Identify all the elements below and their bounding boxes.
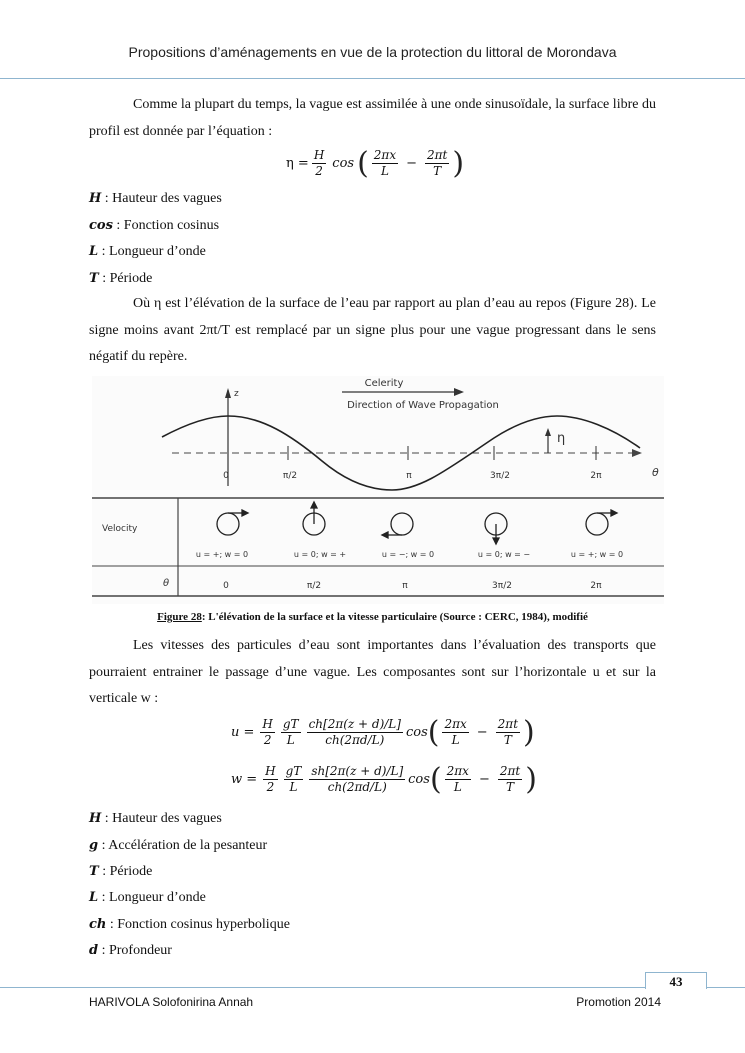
velocity-value-3pi2: u = 0; w = − xyxy=(477,550,531,559)
theta-row-2pi: 2π xyxy=(590,581,602,591)
eq-w-sh-num: sh[2π(z + d)/L] xyxy=(311,764,404,778)
phase-label-2pi: 2π xyxy=(590,471,602,481)
velocity-row-label: Velocity xyxy=(102,524,138,534)
def-l: L : Longueur d’onde xyxy=(89,244,206,259)
eq-u-ch-num: ch[2π(z + d)/L] xyxy=(308,717,401,731)
footer-divider xyxy=(0,987,745,988)
phase-label-3pi2: 3π/2 xyxy=(490,471,510,481)
eq-eta-lhs: η = xyxy=(286,156,309,171)
theta-row-3pi2: 3π/2 xyxy=(492,581,512,591)
eq-u-lhs: u = xyxy=(231,725,255,740)
figure-caption-label: Figure 28 xyxy=(157,611,202,623)
eq-eta-2: 2 xyxy=(315,164,323,178)
def2-l: L : Longueur d’onde xyxy=(89,890,206,905)
header-divider xyxy=(0,78,745,79)
velocity-value-0: u = +; w = 0 xyxy=(195,550,249,559)
footer-author: HARIVOLA Solofonirina Annah xyxy=(89,995,254,1009)
def2-g: g : Accélération de la pesanteur xyxy=(89,838,268,853)
def2-ch: ch : Fonction cosinus hyperbolique xyxy=(89,917,290,932)
phase-label-pi: π xyxy=(406,471,412,481)
def-t: T : Période xyxy=(89,271,153,286)
def-h: H : Hauteur des vagues xyxy=(89,191,222,206)
eq-eta-cos: cos xyxy=(332,156,355,171)
footer-promotion: Promotion 2014 xyxy=(576,995,661,1009)
def2-t: T : Période xyxy=(89,864,153,879)
page-header-title: Propositions d’aménagements en vue de la protection du littoral de Morondava xyxy=(128,44,617,60)
equation-eta: η = $\frac{H}{2}$ cos ( $\frac{2\pi x}{L}$ − $\frac{2\pi t}{T}$ ) xyxy=(286,145,465,181)
equation-u: u = $\frac{H}{2}$ $\frac{gT}{L}$ $\frac{ch[2\pi(z + d)/L]}{ch(2\pi d/L)}$ cos ( $\frac{2\pi x}{L}$ − $\frac{2\pi t}{T}$ ) xyxy=(231,714,535,750)
celerity-label: Celerity xyxy=(364,378,404,389)
eq-w-lhs: w = xyxy=(231,772,258,787)
intro-paragraph: Comme la plupart du temps, la vague est assimilée à une onde sinusoïdale, la surface libre du profil est donnée par l’équation : xyxy=(89,97,656,139)
page-number: 43 xyxy=(645,972,707,989)
eq-u-ch-den: ch(2πd/L) xyxy=(325,733,385,747)
eq-w-ch-den: ch(2πd/L) xyxy=(327,780,387,794)
theta-axis-label: θ xyxy=(652,466,659,479)
theta-row-0: 0 xyxy=(223,581,229,591)
phase-label-pi2: π/2 xyxy=(282,471,298,481)
theta-row-label: θ xyxy=(162,578,170,589)
eq-eta-l: L xyxy=(380,164,389,178)
eta-label: η xyxy=(557,431,566,446)
paragraph-eta-explanation: Où η est l’élévation de la surface de l’eau par rapport au plan d’eau au repos (Figure 28). Le signe moins avant 2πt/T est remplacé par un signe plus pour une vague progressant dans le sens négatif du repère. xyxy=(89,296,656,364)
velocity-value-pi: u = −; w = 0 xyxy=(381,550,435,559)
equation-w: w = $\frac{H}{2}$ $\frac{gT}{L}$ $\frac{sh[2\pi(z + d)/L]}{ch(2\pi d/L)}$ cos ( $\frac{2\pi x}{L}$ − $\frac{2\pi t}{T}$ ) xyxy=(231,761,537,797)
figure-caption-text: : L'élévation de la surface et la vitesse particulaire (Source : CERC, 1984), modifié xyxy=(201,611,588,623)
paragraph-velocities: Les vitesses des particules d’eau sont importantes dans l’évaluation des transports que pourraient entrainer le passage d’une vague. Les composantes sont sur l’horizontale u et sur la verticale w : xyxy=(89,638,656,706)
wave-figure xyxy=(92,376,664,604)
eq-eta-t: T xyxy=(433,164,442,178)
def2-d: d : Profondeur xyxy=(89,943,172,958)
eq-eta-minus: − xyxy=(406,156,417,171)
eq-eta-2pix: 2πx xyxy=(373,148,397,162)
eq-eta-h: H xyxy=(313,148,325,162)
direction-label: Direction of Wave Propagation xyxy=(347,400,499,411)
theta-row-pi2: π/2 xyxy=(306,581,322,591)
velocity-value-pi2: u = 0; w = + xyxy=(293,550,347,559)
figure-caption xyxy=(0,611,745,623)
phase-label-0: 0 xyxy=(223,471,229,481)
velocity-value-2pi: u = +; w = 0 xyxy=(570,550,624,559)
def2-h: H : Hauteur des vagues xyxy=(89,811,222,826)
def-cos: cos : Fonction cosinus xyxy=(89,218,220,233)
z-axis-label: z xyxy=(234,389,239,399)
theta-row-pi: π xyxy=(402,581,408,591)
eq-eta-2pit: 2πt xyxy=(427,148,448,162)
